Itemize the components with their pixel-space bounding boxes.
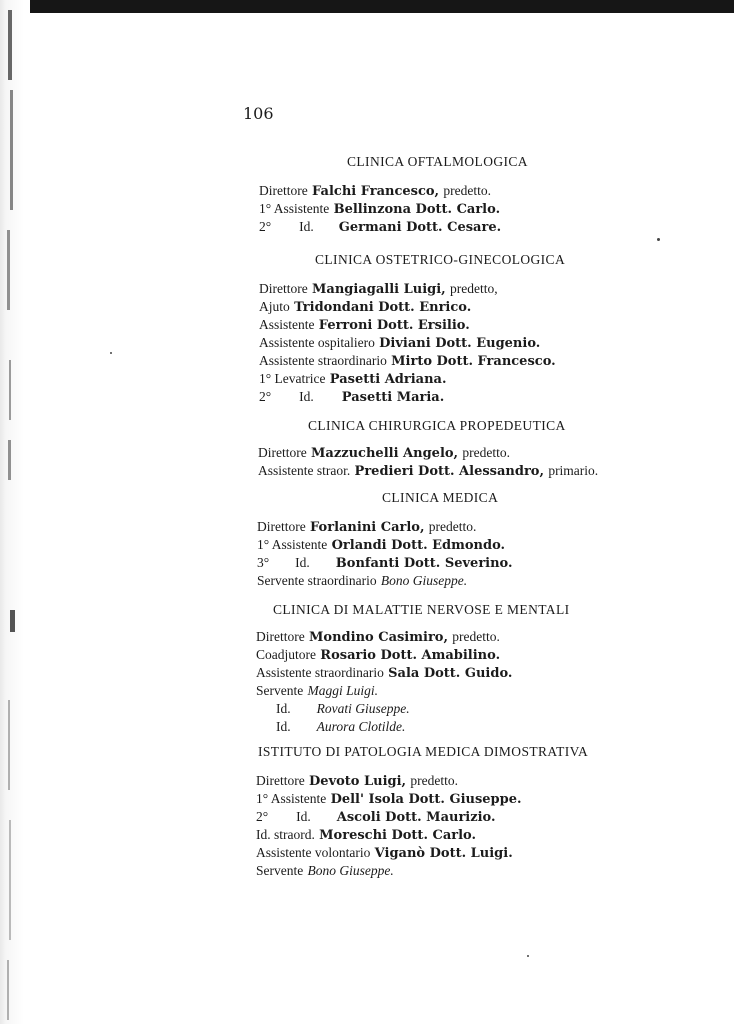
section-title: CLINICA DI MALATTIE NERVOSE E MENTALI — [273, 602, 570, 617]
staff-line: Coadjutore Rosario Dott. Amabilino. — [256, 647, 501, 663]
staff-line: Direttore Mondino Casimiro, predetto. — [256, 629, 500, 645]
section-title: CLINICA OFTALMOLOGICA — [347, 154, 528, 169]
staff-line: Direttore Falchi Francesco, predetto. — [259, 183, 491, 199]
staff-line: Servente straordinario Bono Giuseppe. — [257, 573, 468, 588]
section-title: CLINICA MEDICA — [382, 490, 499, 505]
staff-line: 1° Assistente Bellinzona Dott. Carlo. — [259, 201, 501, 217]
staff-line: Direttore Mazzuchelli Angelo, predetto. — [258, 445, 510, 461]
staff-line: Id. Aurora Clotilde. — [276, 719, 406, 734]
staff-line: Servente Maggi Luigi. — [256, 683, 379, 698]
section-title: ISTITUTO DI PATOLOGIA MEDICA DIMOSTRATIVA — [258, 744, 589, 759]
scan-top-border — [0, 0, 734, 13]
staff-line: Servente Bono Giuseppe. — [256, 863, 394, 878]
staff-line: Id. Rovati Giuseppe. — [276, 701, 410, 716]
section-title: CLINICA CHIRURGICA PROPEDEUTICA — [308, 418, 566, 433]
print-speck — [657, 238, 660, 241]
page-number: 106 — [243, 104, 274, 123]
staff-line: Assistente Ferroni Dott. Ersilio. — [259, 317, 470, 333]
staff-line: 2° Id. Pasetti Maria. — [259, 389, 445, 405]
section-title: CLINICA OSTETRICO-GINECOLOGICA — [315, 252, 566, 267]
section-entries — [258, 444, 598, 480]
staff-line: 2° Id. Germani Dott. Cesare. — [259, 219, 502, 235]
staff-line: Direttore Mangiagalli Luigi, predetto, — [259, 281, 498, 297]
print-speck — [110, 352, 112, 354]
scan-left-edge — [0, 0, 30, 1024]
staff-line: 2° Id. Ascoli Dott. Maurizio. — [256, 809, 496, 825]
staff-line: Id. straord. Moreschi Dott. Carlo. — [256, 827, 477, 843]
staff-line: Ajuto Tridondani Dott. Enrico. — [259, 299, 472, 315]
staff-line: 3° Id. Bonfanti Dott. Severino. — [257, 555, 513, 571]
staff-line: Assistente straordinario Sala Dott. Guido. — [256, 665, 513, 681]
staff-line: Assistente ospitaliero Diviani Dott. Eugenio. — [259, 335, 541, 351]
section-entries — [256, 772, 522, 880]
section-entries — [257, 518, 513, 590]
staff-line: 1° Assistente Orlandi Dott. Edmondo. — [257, 537, 506, 553]
section-entries — [259, 182, 501, 236]
section-entries — [256, 628, 512, 736]
section-entries — [259, 280, 556, 406]
staff-line: Assistente straordinario Mirto Dott. Francesco. — [259, 353, 556, 369]
staff-line: 1° Assistente Dell' Isola Dott. Giuseppe. — [256, 791, 522, 807]
staff-line: Direttore Devoto Luigi, predetto. — [256, 773, 458, 789]
staff-line: Assistente volontario Viganò Dott. Luigi. — [256, 845, 513, 861]
staff-line: Direttore Forlanini Carlo, predetto. — [257, 519, 477, 535]
staff-line: 1° Levatrice Pasetti Adriana. — [259, 371, 447, 387]
staff-line: Assistente straor. Predieri Dott. Alessandro, primario. — [258, 463, 599, 479]
print-speck — [527, 955, 529, 957]
